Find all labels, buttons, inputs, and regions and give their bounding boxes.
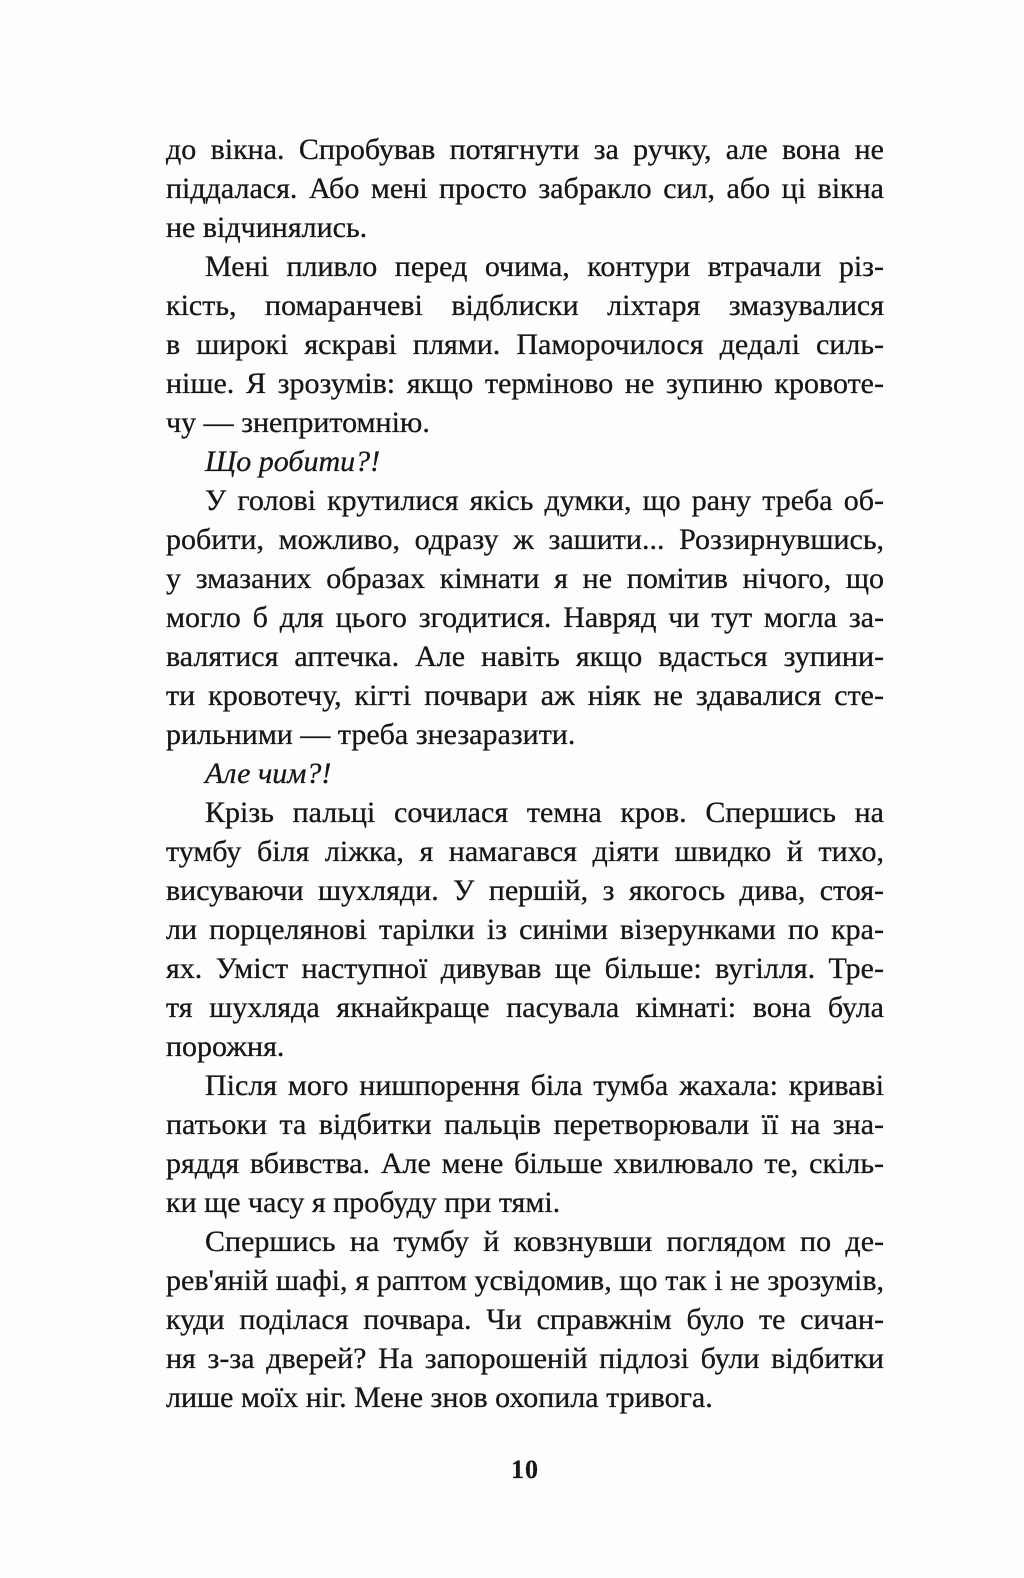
text-line: порожня. xyxy=(166,1030,285,1063)
text-line: валятися аптечка. Але навіть якщо вдасться зупини- xyxy=(166,640,884,673)
text-line: кість, помаранчеві відблиски ліхтаря змазувалися xyxy=(166,289,884,322)
text-line: рев'яній шафі, я раптом усвідомив, що так і не зрозумів, xyxy=(166,1264,884,1297)
page-text-block xyxy=(166,130,884,1417)
text-line: в широкі яскраві плями. Паморочилося дедалі силь- xyxy=(166,328,884,361)
text-line: Крізь пальці сочилася темна кров. Спершись на xyxy=(205,796,884,829)
text-line: тумбу біля ліжка, я намагався діяти швидко й тихо, xyxy=(166,835,884,868)
text-line: Мені пливло перед очима, контури втрачали різ- xyxy=(205,250,884,283)
paragraph xyxy=(166,247,884,442)
text-line: ях. Уміст наступної дивував ще більше: вугілля. Тре- xyxy=(166,952,884,985)
text-line: ли порцелянові тарілки із синіми візерунками по кра- xyxy=(166,913,884,946)
text-line: рильними — треба знезаразити. xyxy=(166,718,576,751)
paragraph xyxy=(166,1066,884,1222)
text-line: висуваючи шухляди. У першій, з якогось дива, стоя- xyxy=(166,874,884,907)
text-line: піддалася. Або мені просто забракло сил, або ці вікна xyxy=(166,172,884,205)
paragraph xyxy=(166,130,884,247)
text-line: лише моїх ніг. Мене знов охопила тривога. xyxy=(166,1381,713,1414)
text-line: до вікна. Спробував потягнути за ручку, але вона не xyxy=(166,133,884,166)
text-line: Спершись на тумбу й ковзнувши поглядом по де- xyxy=(205,1225,884,1258)
paragraph xyxy=(166,1222,884,1417)
text-line: У голові крутилися якісь думки, що рану треба об- xyxy=(205,484,884,517)
text-line: Що робити?! xyxy=(205,445,381,478)
text-line: Але чим?! xyxy=(205,757,332,790)
text-line: не відчинялись. xyxy=(166,211,368,244)
text-line: ки ще часу я пробуду при тямі. xyxy=(166,1186,561,1219)
text-line: ряддя вбивства. Але мене більше хвилювало те, скіль- xyxy=(166,1147,884,1180)
text-line: ніше. Я зрозумів: якщо терміново не зупиню кровоте- xyxy=(166,367,884,400)
page-number: 10 xyxy=(511,1455,539,1484)
text-line: ня з-за дверей? На запорошеній підлозі були відбитки xyxy=(166,1342,884,1375)
text-line: чу — знепритомнію. xyxy=(166,406,430,439)
paragraph-italic xyxy=(166,442,884,481)
text-line: ти кровотечу, кігті почвари аж ніяк не здавалися сте- xyxy=(166,679,884,712)
text-line: робити, можливо, одразу ж зашити... Роззирнувшись, xyxy=(166,523,884,556)
text-line: у змазаних образах кімнати я не помітив нічого, що xyxy=(166,562,884,595)
paragraph-italic xyxy=(166,754,884,793)
text-line: Після мого нишпорення біла тумба жахала: криваві xyxy=(205,1069,884,1102)
text-line: могло б для цього згодитися. Навряд чи тут могла за- xyxy=(166,601,884,634)
text-line: тя шухляда якнайкраще пасувала кімнаті: вона була xyxy=(166,991,884,1024)
text-line: куди поділася почвара. Чи справжнім було те сичан- xyxy=(166,1303,884,1336)
text-line: патьоки та відбитки пальців перетворювали її на зна- xyxy=(166,1108,884,1141)
paragraph xyxy=(166,793,884,1066)
paragraph xyxy=(166,481,884,754)
